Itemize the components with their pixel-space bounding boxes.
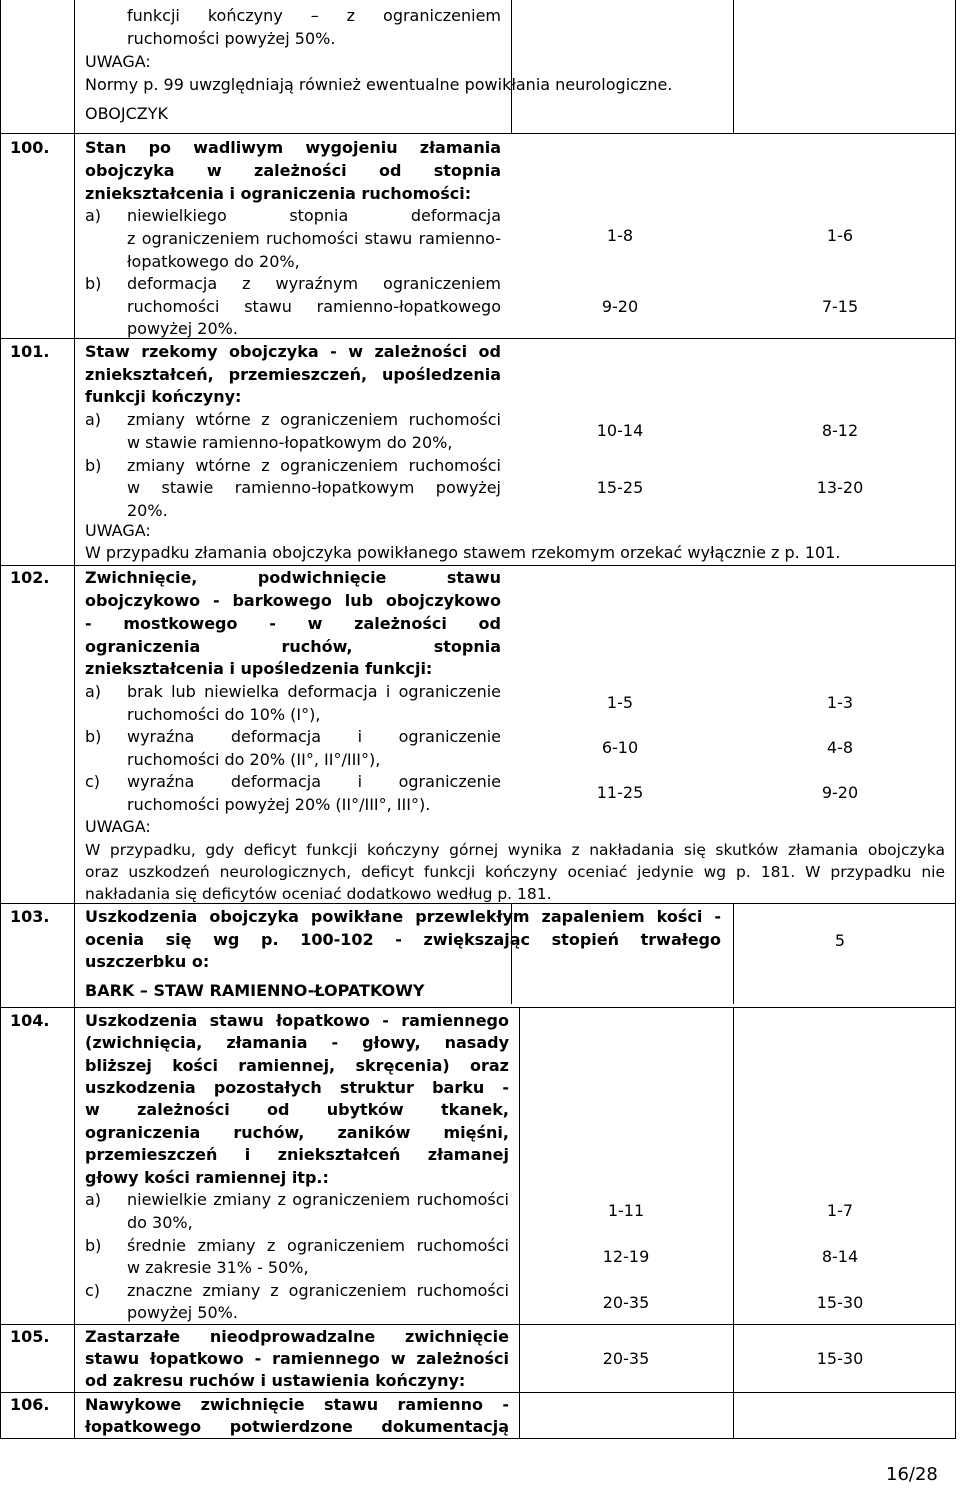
item-number: 102. (10, 568, 50, 587)
item-number: 103. (10, 907, 50, 926)
sub-text-line: brak lub niewielka deformacja i ograniczenie (127, 682, 501, 701)
item-title-line: Zwichnięcie, podwichnięcie stawu (85, 568, 501, 587)
sub-letter: b) (85, 274, 102, 293)
item-title-line: zniekształceń, przemieszczeń, upośledzenia (85, 365, 501, 384)
sub-letter: c) (85, 1281, 101, 1300)
item-title-line: Nawykowe zwichnięcie stawu ramienno - (85, 1395, 509, 1414)
row-divider (0, 1007, 956, 1008)
sub-text-line: ruchomości do 10% (I°), (127, 705, 321, 724)
sub-text-line: wyraźna deformacja i ograniczenie (127, 772, 501, 791)
sub-text-line: znaczne zmiany z ograniczeniem ruchomości (127, 1281, 509, 1300)
value-col1: 1-5 (606, 693, 634, 712)
sub-text-line: niewielkiego stopnia deformacja (127, 206, 501, 225)
col-divider (733, 0, 734, 133)
value-col2: 8-12 (821, 421, 859, 440)
uwaga-note: oraz uszkodzeń neurologicznych, deficyt funkcji kończyny oceniać jedynie wg p. 181. W przypadku nie (85, 863, 945, 881)
row-divider (0, 1324, 956, 1325)
item-title-line: obojczykowo - barkowego lub obojczykowo (85, 591, 501, 610)
sub-letter: b) (85, 727, 102, 746)
value-col2: 15-30 (816, 1349, 864, 1368)
col-divider (733, 904, 734, 1004)
sub-text-line: ruchomości do 20% (II°, II°/III°), (127, 750, 381, 769)
value-col2: 8-14 (821, 1247, 859, 1266)
value-col2: 5 (834, 931, 846, 950)
item-title-line: łopatkowego potwierdzone dokumentacją (85, 1417, 509, 1436)
sub-text-line: w zakresie 31% - 50%, (127, 1258, 309, 1277)
sub-text-line: powyżej 50%. (127, 1303, 238, 1322)
uwaga-note: nakładania się deficytów oceniać dodatkowo według p. 181. (85, 885, 552, 903)
value-col1: 12-19 (602, 1247, 650, 1266)
top-line-1: funkcji kończyny – z ograniczeniem (127, 6, 501, 25)
value-col2: 7-15 (821, 297, 859, 316)
value-col2: 1-3 (826, 693, 854, 712)
item-number: 104. (10, 1011, 50, 1030)
page-number: 16/28 (886, 1464, 938, 1485)
table-border-right (955, 0, 956, 1439)
sub-text-line: średnie zmiany z ograniczeniem ruchomości (127, 1236, 509, 1255)
sub-letter: a) (85, 1190, 102, 1209)
item-title-line: zniekształcenia i upośledzenia funkcji: (85, 659, 433, 678)
table-border-bottom (0, 1438, 956, 1439)
item-title-line: uszczerbku o: (85, 952, 210, 971)
value-col2: 15-30 (816, 1293, 864, 1312)
item-title-line: funkcji kończyny: (85, 387, 242, 406)
value-col1: 1-8 (606, 226, 634, 245)
sub-letter: b) (85, 1236, 102, 1255)
value-col2: 13-20 (816, 478, 864, 497)
num-column-divider (74, 0, 75, 1439)
item-title-line: ograniczenia ruchów, zaników mięśni, (85, 1123, 509, 1142)
value-col1: 20-35 (602, 1293, 650, 1312)
value-col1: 9-20 (601, 297, 639, 316)
item-title-line: ocenia się wg p. 100-102 - zwiększając stopień trwałego (85, 930, 721, 949)
top-uwaga: UWAGA: (85, 52, 151, 71)
sub-text-line: w stawie ramienno-łopatkowym do 20%, (127, 433, 453, 452)
item-title-line: zniekształcenia i ograniczenia ruchomości: (85, 184, 472, 203)
item-title-line: (zwichnięcia, złamania - głowy, nasady (85, 1033, 509, 1052)
section-bark: BARK – STAW RAMIENNO-ŁOPATKOWY (85, 981, 425, 1000)
sub-text-line: deformacja z wyraźnym ograniczeniem (127, 274, 501, 293)
item-title-line: stawu łopatkowo - ramiennego w zależności (85, 1349, 509, 1368)
col-divider (519, 1008, 520, 1439)
uwaga-label: UWAGA: (85, 521, 151, 540)
value-col1: 1-11 (607, 1201, 645, 1220)
item-title-line: uszkodzenia pozostałych struktur barku - (85, 1078, 509, 1097)
item-number: 101. (10, 342, 50, 361)
item-title-line: w zależności od ubytków tkanek, (85, 1100, 509, 1119)
item-number: 100. (10, 138, 50, 157)
item-title-line: - mostkowego - w zależności od (85, 614, 501, 633)
sub-text-line: powyżej 20%. (127, 319, 238, 338)
sub-letter: b) (85, 456, 102, 475)
sub-text-line: zmiany wtórne z ograniczeniem ruchomości (127, 456, 501, 475)
item-title-line: Zastarzałe nieodprowadzalne zwichnięcie (85, 1327, 509, 1346)
item-title-line: obojczyka w zależności od stopnia (85, 161, 501, 180)
sub-text-line: w stawie ramienno-łopatkowym powyżej (127, 478, 501, 497)
item-number: 106. (10, 1395, 50, 1414)
section-obojczyk: OBOJCZYK (85, 104, 168, 123)
item-title-line: Staw rzekomy obojczyka - w zależności od (85, 342, 501, 361)
sub-letter: a) (85, 206, 102, 225)
value-col2: 4-8 (826, 738, 854, 757)
uwaga-note: W przypadku złamania obojczyka powikłanego stawem rzekomym orzekać wyłącznie z p. 101. (85, 543, 841, 562)
uwaga-label: UWAGA: (85, 817, 151, 836)
table-border-left (0, 0, 1, 1439)
sub-letter: a) (85, 682, 102, 701)
item-title-line: głowy kości ramiennej itp.: (85, 1168, 329, 1187)
sub-letter: a) (85, 410, 102, 429)
sub-text-line: wyraźna deformacja i ograniczenie (127, 727, 501, 746)
item-title-line: Stan po wadliwym wygojeniu złamania (85, 138, 501, 157)
sub-text-line: ruchomości stawu ramienno-łopatkowego (127, 297, 501, 316)
sub-letter: c) (85, 772, 101, 791)
sub-text-line: niewielkie zmiany z ograniczeniem ruchomości (127, 1190, 509, 1209)
value-col2: 1-6 (826, 226, 854, 245)
value-col1: 20-35 (602, 1349, 650, 1368)
value-col1: 11-25 (596, 783, 644, 802)
row-divider (0, 1392, 956, 1393)
value-col2: 1-7 (826, 1201, 854, 1220)
uwaga-note: W przypadku, gdy deficyt funkcji kończyny górnej wynika z nakładania się skutków złamania obojczyka (85, 841, 945, 859)
sub-text-line: zmiany wtórne z ograniczeniem ruchomości (127, 410, 501, 429)
row-divider (0, 133, 956, 134)
sub-text-line: 20%. (127, 501, 168, 520)
item-title-line: ograniczenia ruchów, stopnia (85, 637, 501, 656)
item-title-line: bliższej kości ramiennej, skręcenia) oraz (85, 1056, 509, 1075)
sub-text-line: łopatkowego do 20%, (127, 252, 300, 271)
item-title-line: przemieszczeń i zniekształceń złamanej (85, 1145, 509, 1164)
top-line-2: ruchomości powyżej 50%. (127, 29, 336, 48)
item-title-line: Uszkodzenia obojczyka powikłane przewlekłym zapaleniem kości - (85, 907, 721, 926)
row-divider (0, 565, 956, 566)
item-title-line: od zakresu ruchów i ustawienia kończyny: (85, 1371, 466, 1390)
value-col1: 10-14 (596, 421, 644, 440)
sub-text-line: do 30%, (127, 1213, 193, 1232)
sub-text-line: ruchomości powyżej 20% (II°/III°, III°). (127, 795, 431, 814)
item-title-line: Uszkodzenia stawu łopatkowo - ramiennego (85, 1011, 509, 1030)
col-divider (733, 1008, 734, 1439)
top-note: Normy p. 99 uwzględniają również ewentualne powikłania neurologiczne. (85, 75, 673, 94)
value-col1: 6-10 (601, 738, 639, 757)
value-col2: 9-20 (821, 783, 859, 802)
col-divider (511, 0, 512, 133)
item-number: 105. (10, 1327, 50, 1346)
value-col1: 15-25 (596, 478, 644, 497)
sub-text-line: z ograniczeniem ruchomości stawu ramienno- (127, 229, 501, 248)
